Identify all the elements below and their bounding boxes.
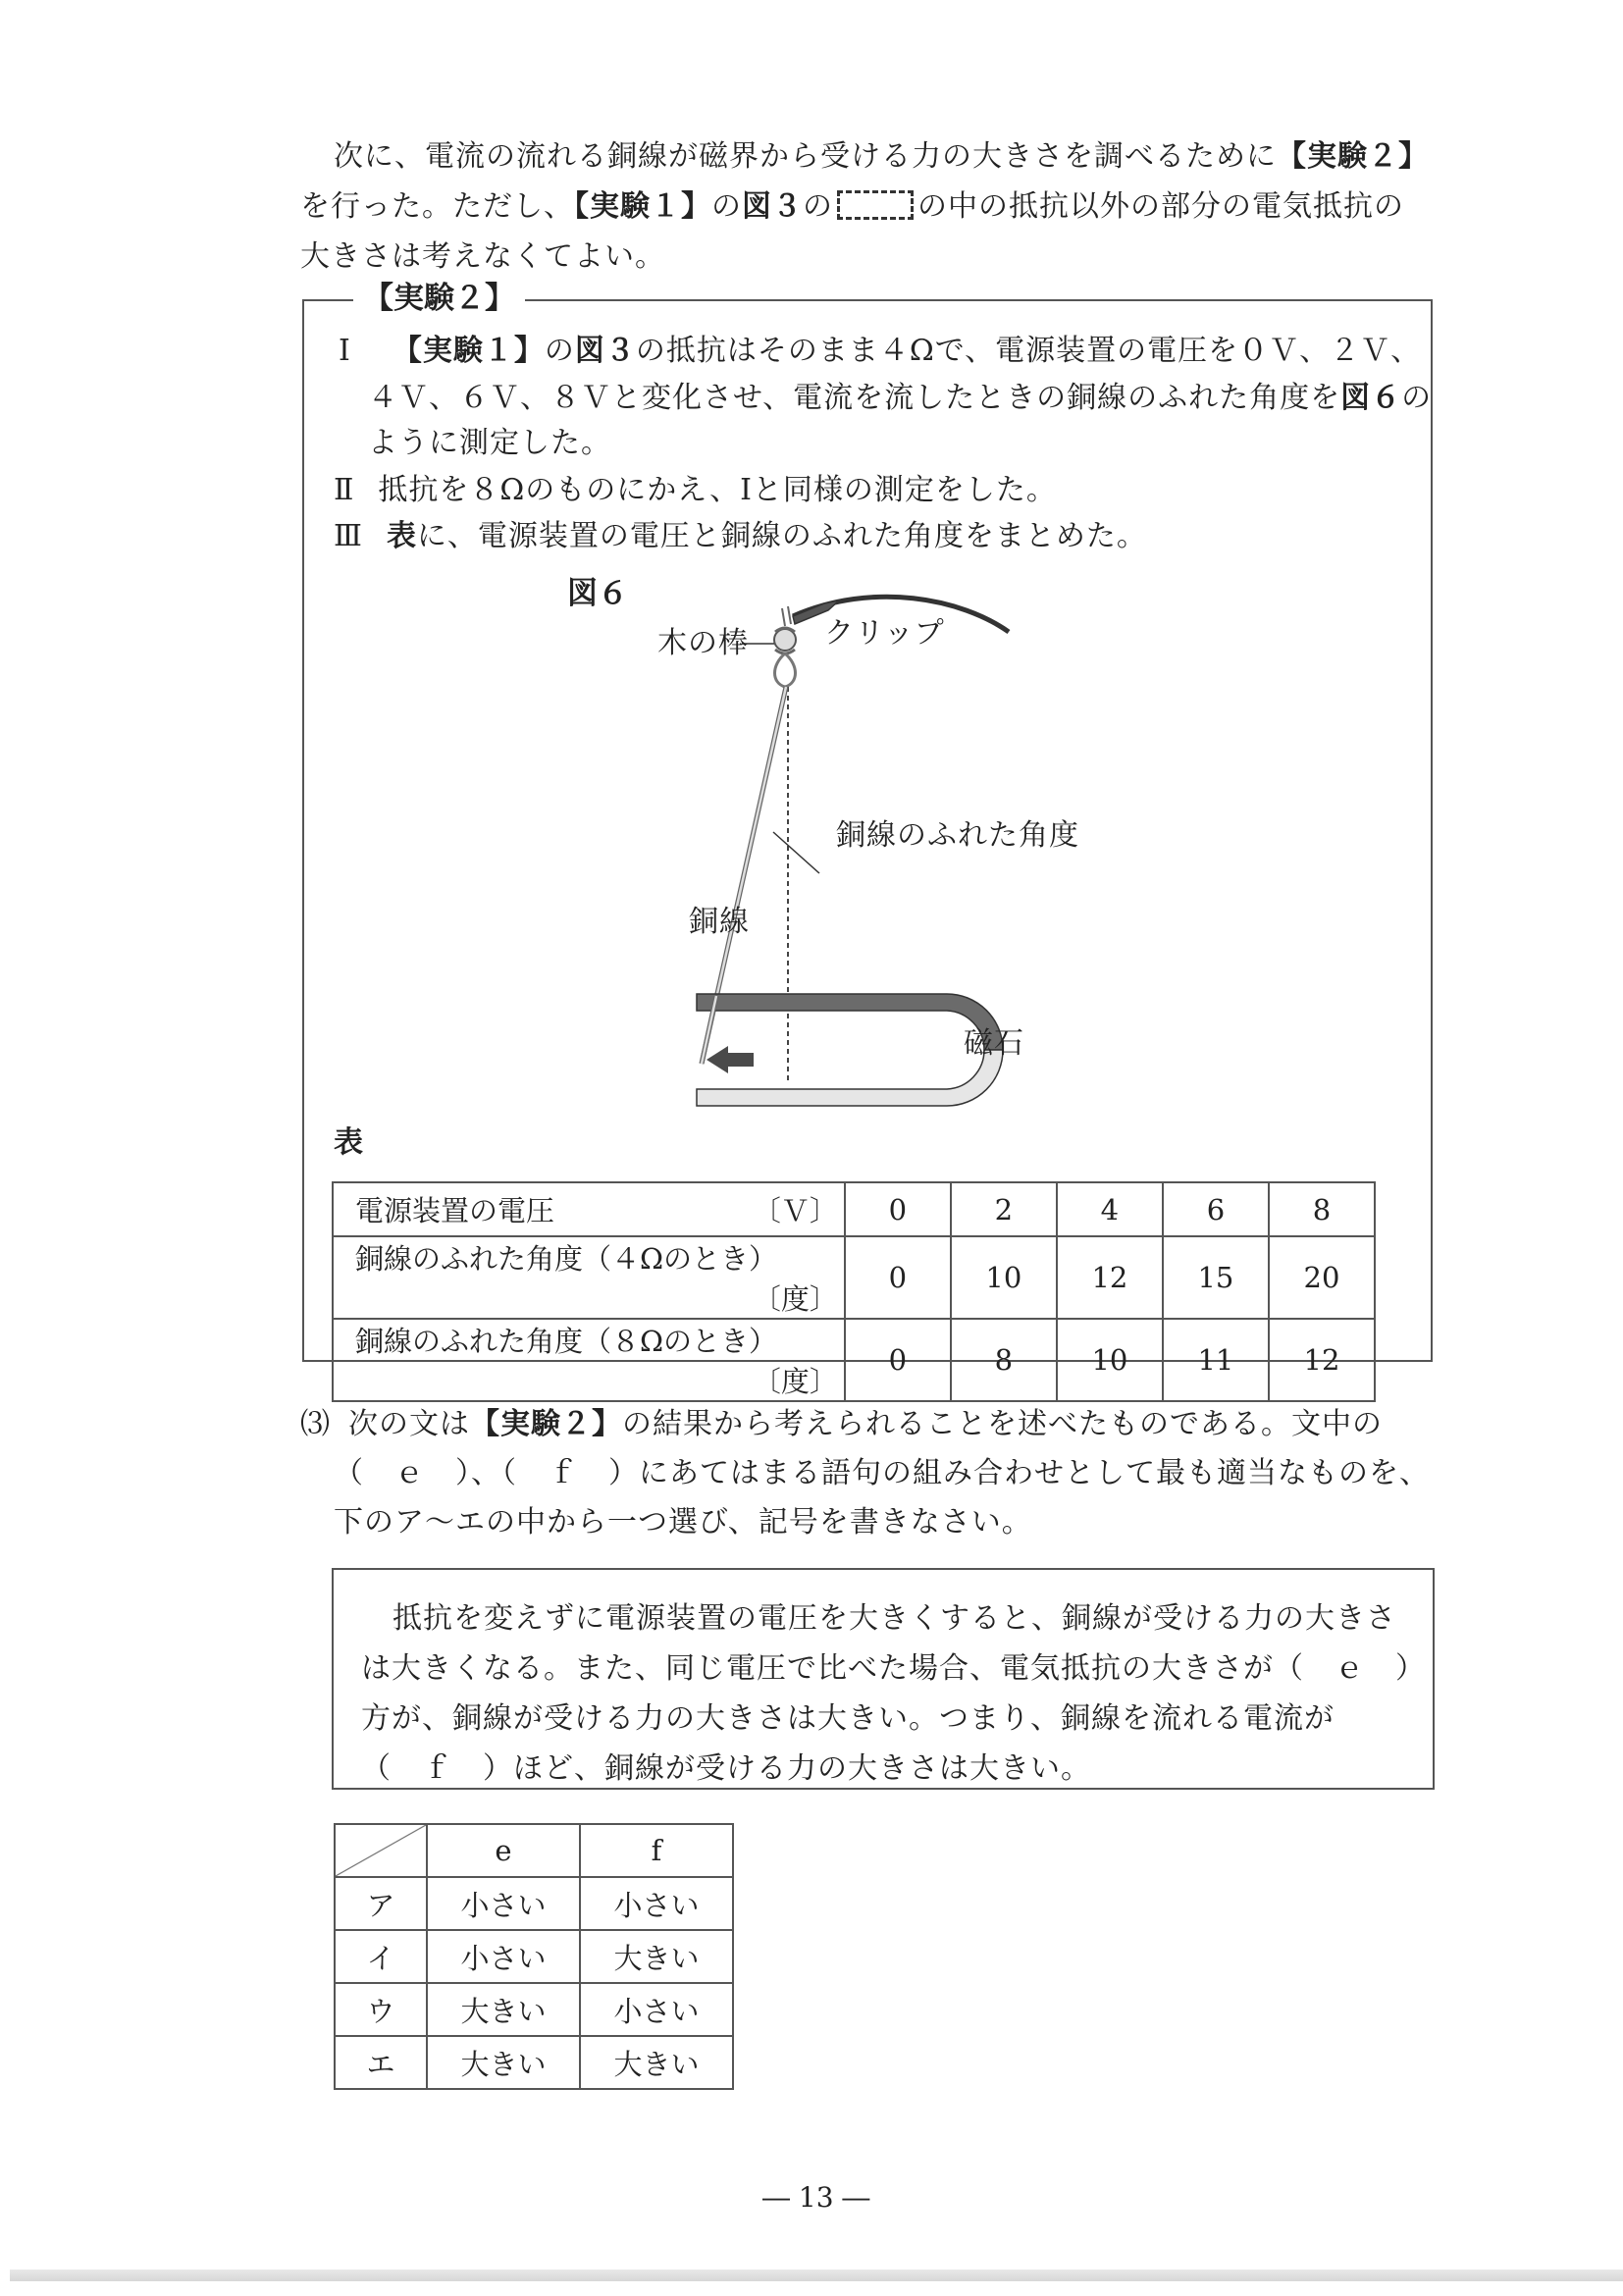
intro-text: 次に、電流の流れる銅線が磁界から受ける力の大きさを調べるために [334,139,1277,174]
row-label: 銅線のふれた角度（４Ωのとき） [355,1242,778,1276]
wire-loop [775,653,796,687]
choices-header-e: e [427,1824,580,1877]
table-ref: 表 [386,519,417,553]
results-row-header [333,1319,845,1401]
row-label: 電源装置の電圧 [355,1194,555,1227]
step-number: Ⅲ [334,519,363,553]
intro-line-1 [334,137,1429,177]
choice-row [335,1930,733,1983]
statement-line-3: 方が、銅線が受ける力の大きさは大きい。つまり、銅線を流れる電流が [361,1701,1335,1736]
results-cell: 0 [845,1236,951,1319]
experiment-1-ref: 【実験１】 [392,334,545,368]
results-cell: 11 [1163,1319,1269,1401]
statement-line-2: は大きくなる。また、同じ電圧で比べた場合、電気抵抗の大きさが（ ｅ ） [361,1651,1426,1686]
results-cell: 2 [951,1182,1057,1236]
step-text: の [1401,381,1433,415]
force-arrow-left-icon [707,1046,754,1073]
results-cell: 10 [951,1236,1057,1319]
experiment-2-ref: 【実験２】 [470,1407,622,1441]
step-1-line-1 [339,332,1421,371]
statement-line-1: 抵抗を変えずに電源装置の電圧を大きくすると、銅線が受ける力の大きさ [393,1601,1396,1636]
step-3 [334,517,1147,556]
choice-row [335,2036,733,2089]
wire-label: 銅線 [689,905,750,939]
figure-3-ref: 図３ [742,189,803,224]
figure-3-ref: 図３ [574,334,636,368]
choice-e-value: 小さい [427,1930,580,1983]
question-number: ⑶ [300,1407,331,1441]
wire-end [782,606,791,626]
question-3-line-3: 下のア～エの中から一つ選び、記号を書きなさい。 [334,1505,1032,1539]
intro-text: を行った。ただし、 [300,189,574,224]
step-text: 抵抗を８Ωのものにかえ、Ⅰと同様の測定をした。 [378,473,1057,507]
results-cell: 15 [1163,1236,1269,1319]
choice-e-value: 小さい [427,1877,580,1930]
results-cell: 6 [1163,1182,1269,1236]
table-label: 表 [334,1125,363,1160]
intro-text: の [711,189,742,224]
choice-e-value: 大きい [427,1983,580,2036]
results-table-row [333,1236,1375,1319]
diagonal-corner-cell [335,1824,427,1877]
results-row-header [333,1236,845,1319]
results-table-row [333,1319,1375,1401]
results-cell: 0 [845,1319,951,1401]
question-3-line-2: （ ｅ ）、（ ｆ ）にあてはまる語句の組み合わせとして最も適当なものを、 [334,1456,1430,1490]
choice-label: イ [335,1930,427,1983]
choices-header-row [335,1824,733,1877]
step-text: に、電源装置の電圧と銅線のふれた角度をまとめた。 [416,519,1147,553]
intro-text: の [803,189,833,224]
page-number: ― 13 ― [762,2181,870,2214]
step-number: Ⅰ [339,334,351,368]
row-unit: 〔Ｖ〕 [752,1194,838,1227]
row-label: 銅線のふれた角度（８Ωのとき） [355,1325,778,1358]
choices-table [334,1823,734,2090]
clip-label: クリップ [824,616,945,651]
results-cell: 8 [951,1319,1057,1401]
experiment-2-title: 【実験２】 [353,279,525,318]
results-cell: 10 [1057,1319,1163,1401]
figure-6-diagram [550,589,1138,1138]
results-cell: 12 [1269,1319,1375,1401]
step-1-line-2 [368,379,1432,418]
dashed-box-symbol [837,190,914,220]
magnet-north-pole [697,994,1003,1050]
choice-label: ア [335,1877,427,1930]
page-bottom-edge [10,2270,1623,2281]
results-cell: 12 [1057,1236,1163,1319]
wood-rod-icon [774,629,796,651]
results-cell: 8 [1269,1182,1375,1236]
intro-line-3: 大きさは考えなくてよい。 [300,239,665,274]
results-table [332,1181,1376,1402]
results-table-row [333,1182,1375,1236]
choice-f-value: 小さい [580,1983,733,2036]
choice-label: ウ [335,1983,427,2036]
experiment-1-ref: 【実験１】 [574,189,711,224]
wood-rod-label: 木の棒 [657,626,749,660]
figure-6-label: 図６ [567,576,628,611]
question-text: 次の文は [348,1407,470,1441]
magnet-label: 磁石 [964,1026,1024,1061]
results-cell: 20 [1269,1236,1375,1319]
results-cell: 0 [845,1182,951,1236]
choice-row [335,1877,733,1930]
angle-label: 銅線のふれた角度 [836,818,1079,853]
choice-f-value: 小さい [580,1877,733,1930]
step-text: の抵抗はそのまま４Ωで、電源装置の電圧を０Ｖ、２Ｖ、 [635,334,1422,368]
row-unit: 〔度〕 [752,1282,838,1316]
choice-f-value: 大きい [580,1930,733,1983]
choice-row [335,1983,733,2036]
step-text: の [544,334,575,368]
choice-label: エ [335,2036,427,2089]
angle-leader-line [773,832,819,873]
question-text: の結果から考えられることを述べたものである。文中の [622,1407,1383,1441]
experiment-2-ref: 【実験２】 [1277,139,1429,174]
choice-e-value: 大きい [427,2036,580,2089]
intro-text: の中の抵抗以外の部分の電気抵抗の [917,189,1404,224]
row-unit: 〔度〕 [752,1365,838,1398]
step-2 [334,471,1057,510]
figure-6-ref: 図６ [1340,381,1402,415]
step-number: Ⅱ [334,473,355,507]
choice-f-value: 大きい [580,2036,733,2089]
intro-line-2 [300,187,1404,227]
results-cell: 4 [1057,1182,1163,1236]
statement-line-4: （ ｆ ）ほど、銅線が受ける力の大きさは大きい。 [361,1751,1091,1786]
step-text: ４Ｖ、６Ｖ、８Ｖと変化させ、電流を流したときの銅線のふれた角度を [368,381,1341,415]
step-1-line-3: ように測定した。 [368,426,611,460]
question-3-line-1 [300,1405,1383,1444]
results-row-header [333,1182,845,1236]
choices-header-f: f [580,1824,733,1877]
